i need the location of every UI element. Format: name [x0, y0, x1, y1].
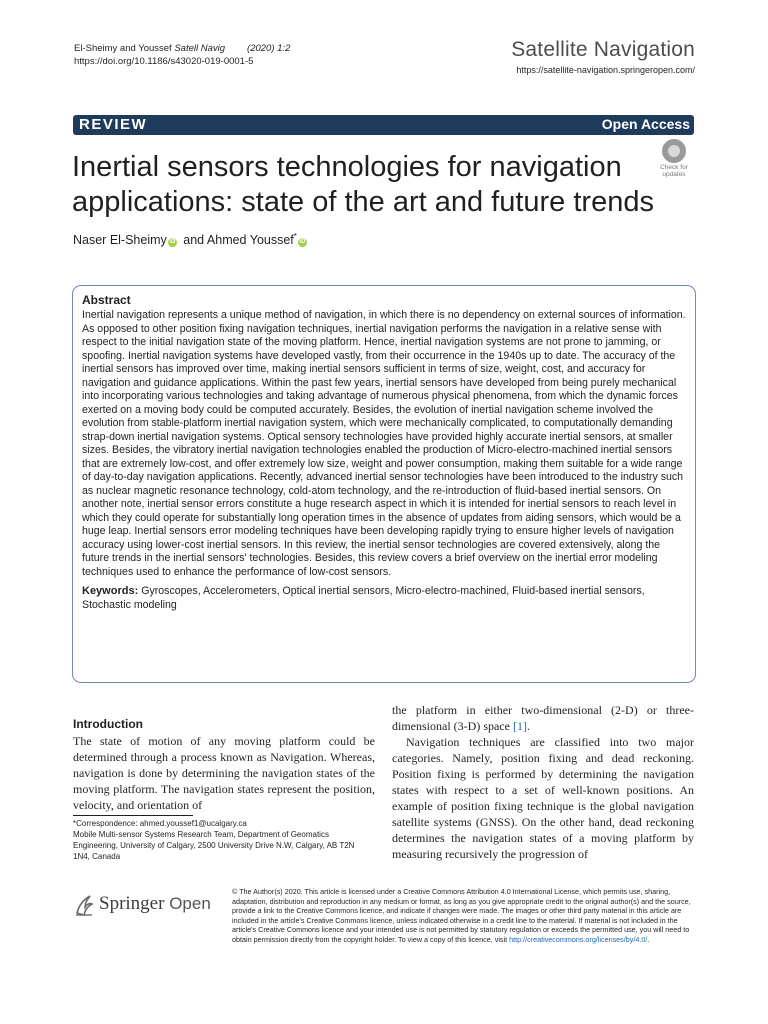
citation-link[interactable]: [1] — [512, 719, 527, 733]
corresponding-mark: * — [293, 232, 297, 241]
abstract-box — [72, 285, 696, 683]
body-column-left — [73, 716, 375, 813]
check-for-updates-badge[interactable]: Check for updates — [654, 139, 694, 178]
section-heading: Introduction — [73, 717, 143, 731]
doi-link[interactable]: https://doi.org/10.1186/s43020-019-0001-5 — [74, 56, 254, 67]
body-paragraph: The state of motion of any moving platform could be determined through a process known as Navigation. Whereas, navigation is done by determining the navigation states of the moving platform. The navigation states represent the position, velocity, and orientation of — [73, 734, 375, 812]
keywords-list: Gyroscopes, Accelerometers, Optical inertial sensors, Micro-electro-machined, Fluid-based inertial sensors, Stochastic modeling — [82, 585, 645, 611]
author-name: Ahmed Youssef — [206, 233, 294, 248]
journal-title: Satellite Navigation — [511, 38, 695, 61]
author-name: Naser El-Sheimy — [73, 233, 167, 248]
footnote-divider — [73, 815, 193, 816]
abstract-heading: Abstract — [82, 293, 131, 307]
article-title: Inertial sensors technologies for navigation applications: state of the art and future trends — [72, 151, 654, 218]
correspondence: *Correspondence: ahmed.youssef1@ucalgary.ca — [73, 819, 247, 828]
article-type: REVIEW — [79, 116, 148, 133]
article-type-banner — [73, 115, 694, 135]
journal-abbrev: Satell Navig — [174, 43, 226, 54]
abstract-body: Inertial navigation represents a unique method of navigation, in which there is no dependency on external sources of information. As opposed to other position fixing navigation techniques, inertial navigation performs the navigation in a relative sense with respect to the initial navigation state of the moving platform. Hence, inertial navigation systems are not prone to jamming, or spoofing. Inertial navigation systems have developed vastly, from their occurrence in the 1940s up to date. The accuracy of the inertial sensors has improved over time, making inertial sensors sufficient in terms of size, weight, cost, and accuracy for navigation and guidance applications. Within the past few years, inertial sensors have developed from being purely mechanical into incorporating various technologies and taking advantage of numerous physical phenomena, from which the dynamic forces exerted on a moving body could be computed accurately. Besides, the evolution of inertial navigation scheme involved the evolution from stable-platform inertial navigation system, which were mechanically complicated, to computationally demanding strap-down inertial navigation systems. Optical sensory technologies have provided highly accurate inertial sensors, at smaller sizes. Besides, the vibratory inertial navigation technologies enabled the production of Micro-electro-machined inertial sensors that are extremely low-cost, and offer extremely low size, weight and power consumption, making them suitable for a wide range of day-to-day navigation applications. Recently, advanced inertial sensor technologies have been introduced to the industry such as nuclear magnetic resonance technology, cold-atom technology, and the re-introduction of fluid-based inertial sensors. On another note, inertial sensor errors constitute a huge research aspect in which it is intended for inertial sensors to reach level in which they could operate for substantially long operation times in the absence of updates from aiding sensors, which would be a huge leap. Inertial sensors error modeling techniques have been developing rapidly trying to ensure higher levels of navigation accuracy using lower-cost inertial sensors. In this review, the inertial sensor technologies are covered extensively, along the future trends in the inertial sensors' technologies. Besides, this review covers a brief overview on the inertial error modeling techniques used to enhance the performance of low-cost sensors. — [82, 309, 686, 578]
keywords-label: Keywords: — [82, 585, 139, 597]
author-connector: and — [179, 233, 207, 248]
journal-url[interactable]: https://satellite-navigation.springeropen.com/ — [516, 65, 695, 75]
body-column-right — [392, 702, 694, 862]
license-notice: © The Author(s) 2020. This article is licensed under a Creative Commons Attribution 4.0 International License, which permits use, sharing, adaptation, distribution and reproduction in any medium or format, as long as you give appropriate credit to the original author(s) and the source, provide a link to the Creative Commons licence, and indicate if changes were made. The images or other third party material in this article are included in the article's Creative Commons licence, unless indicated otherwise in a credit line to the material. If material is not included in the article's Creative Commons licence and your intended use is not permitted by statutory regulation or exceeds the permitted use, you will need to obtain permission directly from the copyright holder. To view a copy of this licence, visit http://creativecommons.org/licenses/by/4.0/. — [232, 887, 691, 944]
author-list — [73, 232, 310, 247]
journal-header — [511, 38, 695, 75]
logo-text: Springer — [99, 893, 165, 914]
keywords — [82, 585, 686, 612]
logo-suffix: Open — [169, 894, 211, 913]
orcid-icon[interactable]: iD — [169, 239, 176, 246]
orcid-icon[interactable]: iD — [299, 239, 306, 246]
springer-horse-icon — [73, 891, 95, 917]
footnote — [73, 818, 373, 862]
body-paragraph: the platform in either two-dimensional (2-D) or three-dimensional (3-D) space [1]. — [392, 703, 694, 733]
check-updates-icon — [662, 139, 686, 163]
citation-header — [74, 42, 290, 68]
citation-authors: El-Sheimy and Youssef — [74, 43, 172, 54]
license-link[interactable]: http://creativecommons.org/licenses/by/4.0/ — [509, 934, 648, 944]
body-paragraph: Navigation techniques are classified into two major categories. Namely, position fixing and dead reckoning. Position fixing is performed by determining the navigation states with respect to a set of well-known positions. An example of position fixing technique is the global navigation satellite systems (GNSS). On the other hand, dead reckoning determines the navigation states of a moving platform by measuring recursively the progression of — [392, 735, 694, 861]
affiliation: Mobile Multi-sensor Systems Research Team, Department of Geomatics Engineering, University of Calgary, 2500 University Drive N.W, Calgary, AB T2N 1N4, Canada — [73, 830, 355, 861]
open-access-label: Open Access — [601, 116, 690, 132]
year-volume: (2020) 1:2 — [247, 43, 291, 54]
springer-open-logo — [73, 891, 223, 917]
